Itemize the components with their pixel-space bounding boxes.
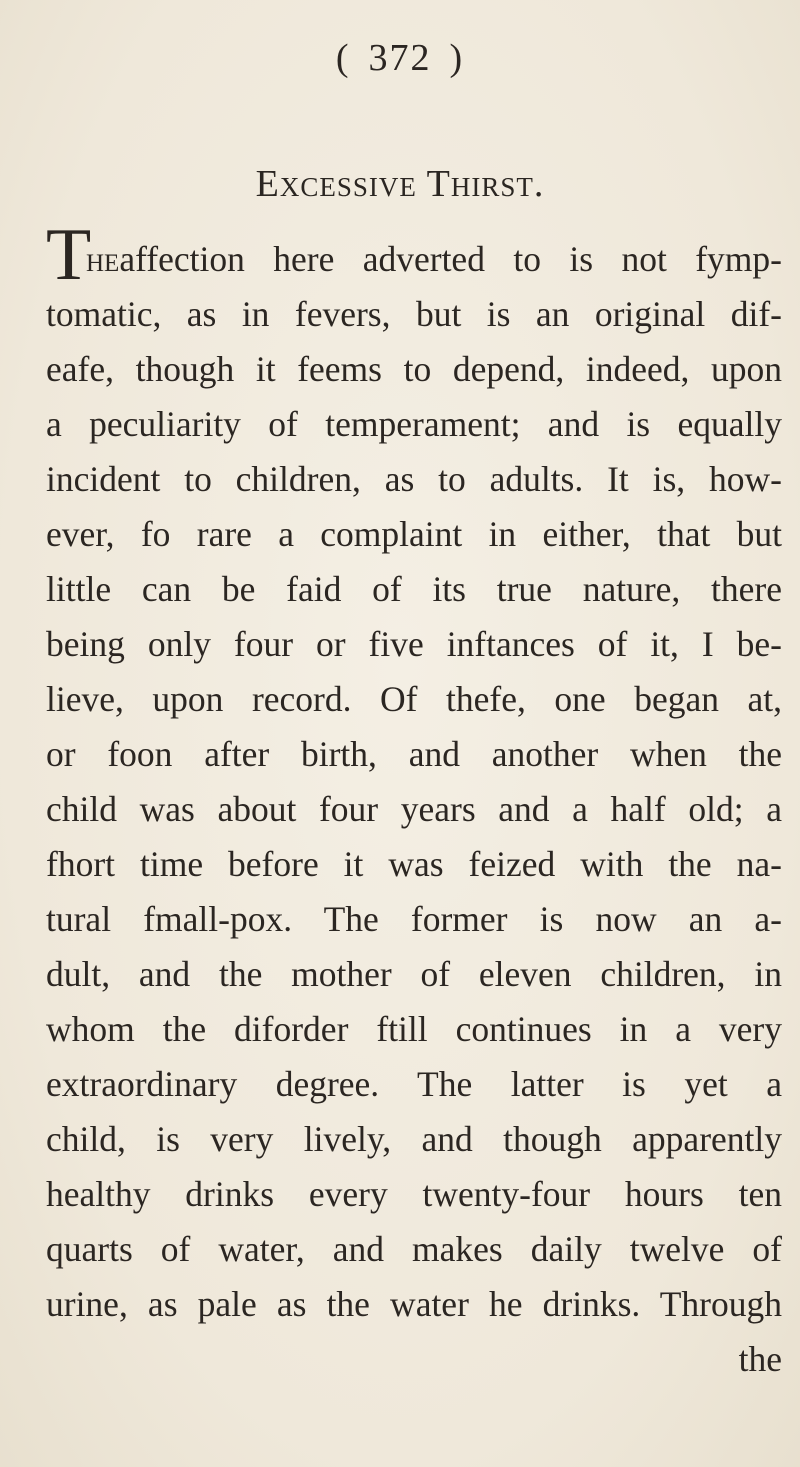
section-heading: Excessive Thirst. [255,163,545,205]
text-line: whom the diforder ftill continues in a very [46,1009,782,1049]
text-line: quarts of water, and makes daily twelve of [46,1229,782,1269]
text-line: being only four or five inftances of it, I be- [46,624,782,664]
text-line: ever, fo rare a complaint in either, that but [46,514,782,554]
text-line: healthy drinks every twenty-four hours ten [46,1174,782,1214]
text-line: urine, as pale as the water he drinks. Through [46,1284,782,1324]
text-line [46,214,782,296]
text-line: a peculiarity of temperament; and is equally [46,404,782,444]
text-line: child was about four years and a half old; a [46,789,782,829]
text-line: dult, and the mother of eleven children, in [46,954,782,994]
text-line: tural fmall-pox. The former is now an a- [46,899,782,939]
drop-cap: T [46,214,92,296]
text-line: eafe, though it feems to depend, indeed, upon [46,349,782,389]
text-line: lieve, upon record. Of thefe, one began at, [46,679,782,719]
page-number: ( 372 ) [335,37,465,79]
body-text [46,214,782,1387]
line-text: affection here adverted to is not fymp- [119,239,782,279]
text-line: fhort time before it was feized with the na- [46,844,782,884]
text-line: little can be faid of its true nature, there [46,569,782,609]
text-line: child, is very lively, and though apparently [46,1119,782,1159]
page-number-value: 372 [368,37,432,79]
text-line: or foon after birth, and another when the [46,734,782,774]
text-line: tomatic, as in fevers, but is an original dif- [46,294,782,334]
catchword: the [738,1339,782,1379]
text-line: extraordinary degree. The latter is yet a [46,1064,782,1104]
first-word-rest: he [86,239,120,279]
text-line: incident to children, as to adults. It is, how- [46,459,782,499]
